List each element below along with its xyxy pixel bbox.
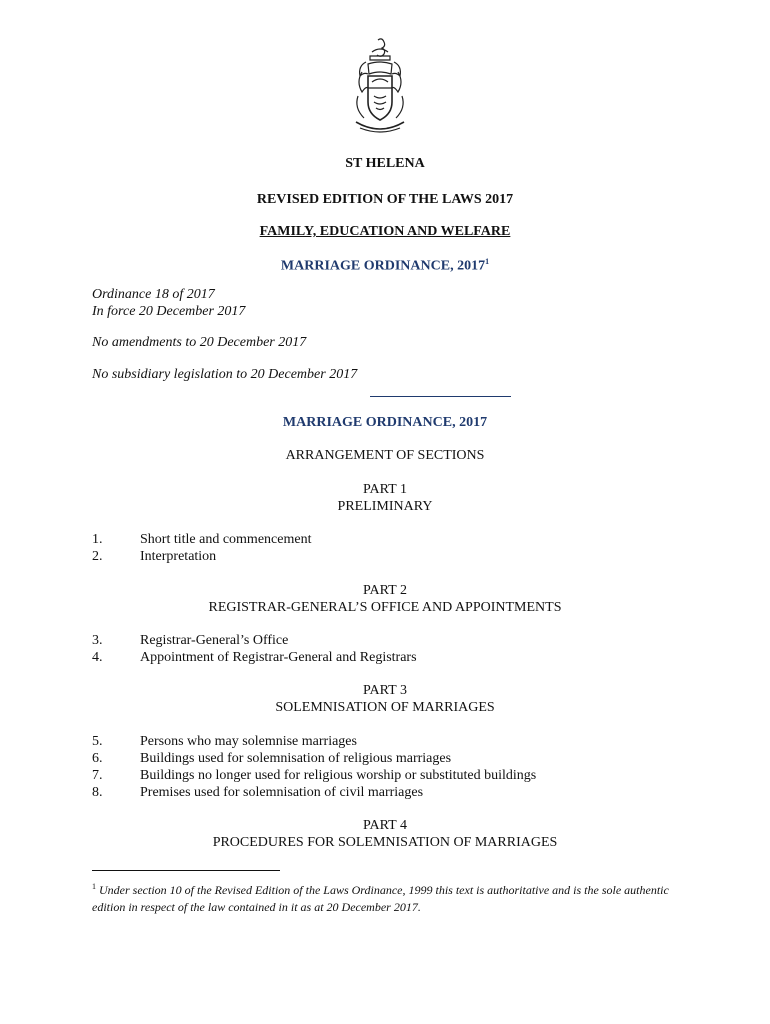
- section-title: Persons who may solemnise marriages: [140, 734, 357, 749]
- section-number: 6.: [92, 751, 103, 766]
- toc-entry[interactable]: [92, 633, 288, 649]
- part-label: PART 3: [363, 683, 407, 698]
- footnote: [92, 878, 692, 916]
- section-title: Registrar-General’s Office: [140, 633, 289, 648]
- section-title: Interpretation: [140, 549, 217, 564]
- toc-entry[interactable]: [92, 768, 536, 784]
- in-force-date: In force 20 December 2017: [92, 304, 246, 319]
- section-number: 8.: [92, 785, 103, 800]
- section-title: Buildings used for solemnisation of religious marriages: [140, 751, 452, 766]
- footnote-text: Under section 10 of the Revised Edition of the Laws Ordinance, 1999 this text is authoritative and is the sole authentic edition in respect of the law contained in it as at 20 December 2017.: [92, 883, 669, 914]
- toc-entry[interactable]: [92, 785, 423, 801]
- territory-heading: ST HELENA: [345, 156, 425, 171]
- part-heading: PRELIMINARY: [337, 499, 433, 514]
- section-number: 1.: [92, 532, 103, 547]
- toc-entry[interactable]: [92, 734, 357, 750]
- coat-of-arms-icon: [348, 36, 412, 140]
- section-title: Buildings no longer used for religious worship or substituted buildings: [140, 768, 537, 783]
- toc-entry[interactable]: [92, 549, 216, 565]
- section-number: 7.: [92, 768, 103, 783]
- section-number: 5.: [92, 734, 103, 749]
- edition-heading: REVISED EDITION OF THE LAWS 2017: [256, 192, 514, 207]
- amendments-note: No amendments to 20 December 2017: [92, 335, 307, 350]
- section-divider: [370, 396, 511, 397]
- arrangement-subtitle: ARRANGEMENT OF SECTIONS: [285, 448, 485, 463]
- category-heading: FAMILY, EDUCATION AND WELFARE: [259, 224, 511, 239]
- section-number: 4.: [92, 650, 103, 665]
- section-number: 2.: [92, 549, 103, 564]
- part-heading: REGISTRAR-GENERAL’S OFFICE AND APPOINTMENTS: [208, 600, 562, 615]
- toc-entry[interactable]: [92, 650, 417, 666]
- part-label: PART 1: [363, 482, 407, 497]
- footnote-rule: [92, 870, 280, 871]
- footnote-reference[interactable]: 1: [485, 257, 490, 266]
- section-title: Premises used for solemnisation of civil marriages: [140, 785, 424, 800]
- arrangement-title: MARRIAGE ORDINANCE, 2017: [282, 415, 488, 430]
- footnote-marker: 1: [92, 882, 96, 891]
- ordinance-title-text: MARRIAGE ORDINANCE, 2017: [280, 258, 486, 274]
- section-title: Short title and commencement: [140, 532, 312, 547]
- subsidiary-note: No subsidiary legislation to 20 December 2017: [92, 367, 358, 382]
- part-label: PART 4: [363, 818, 407, 833]
- part-heading: PROCEDURES FOR SOLEMNISATION OF MARRIAGES: [212, 835, 558, 850]
- part-label: PART 2: [363, 583, 407, 598]
- ordinance-number: Ordinance 18 of 2017: [92, 287, 215, 302]
- ordinance-title: [0, 257, 770, 275]
- section-title: Appointment of Registrar-General and Registrars: [140, 650, 417, 665]
- toc-entry[interactable]: [92, 751, 451, 767]
- part-heading: SOLEMNISATION OF MARRIAGES: [275, 700, 495, 715]
- toc-entry[interactable]: [92, 532, 311, 548]
- section-number: 3.: [92, 633, 103, 648]
